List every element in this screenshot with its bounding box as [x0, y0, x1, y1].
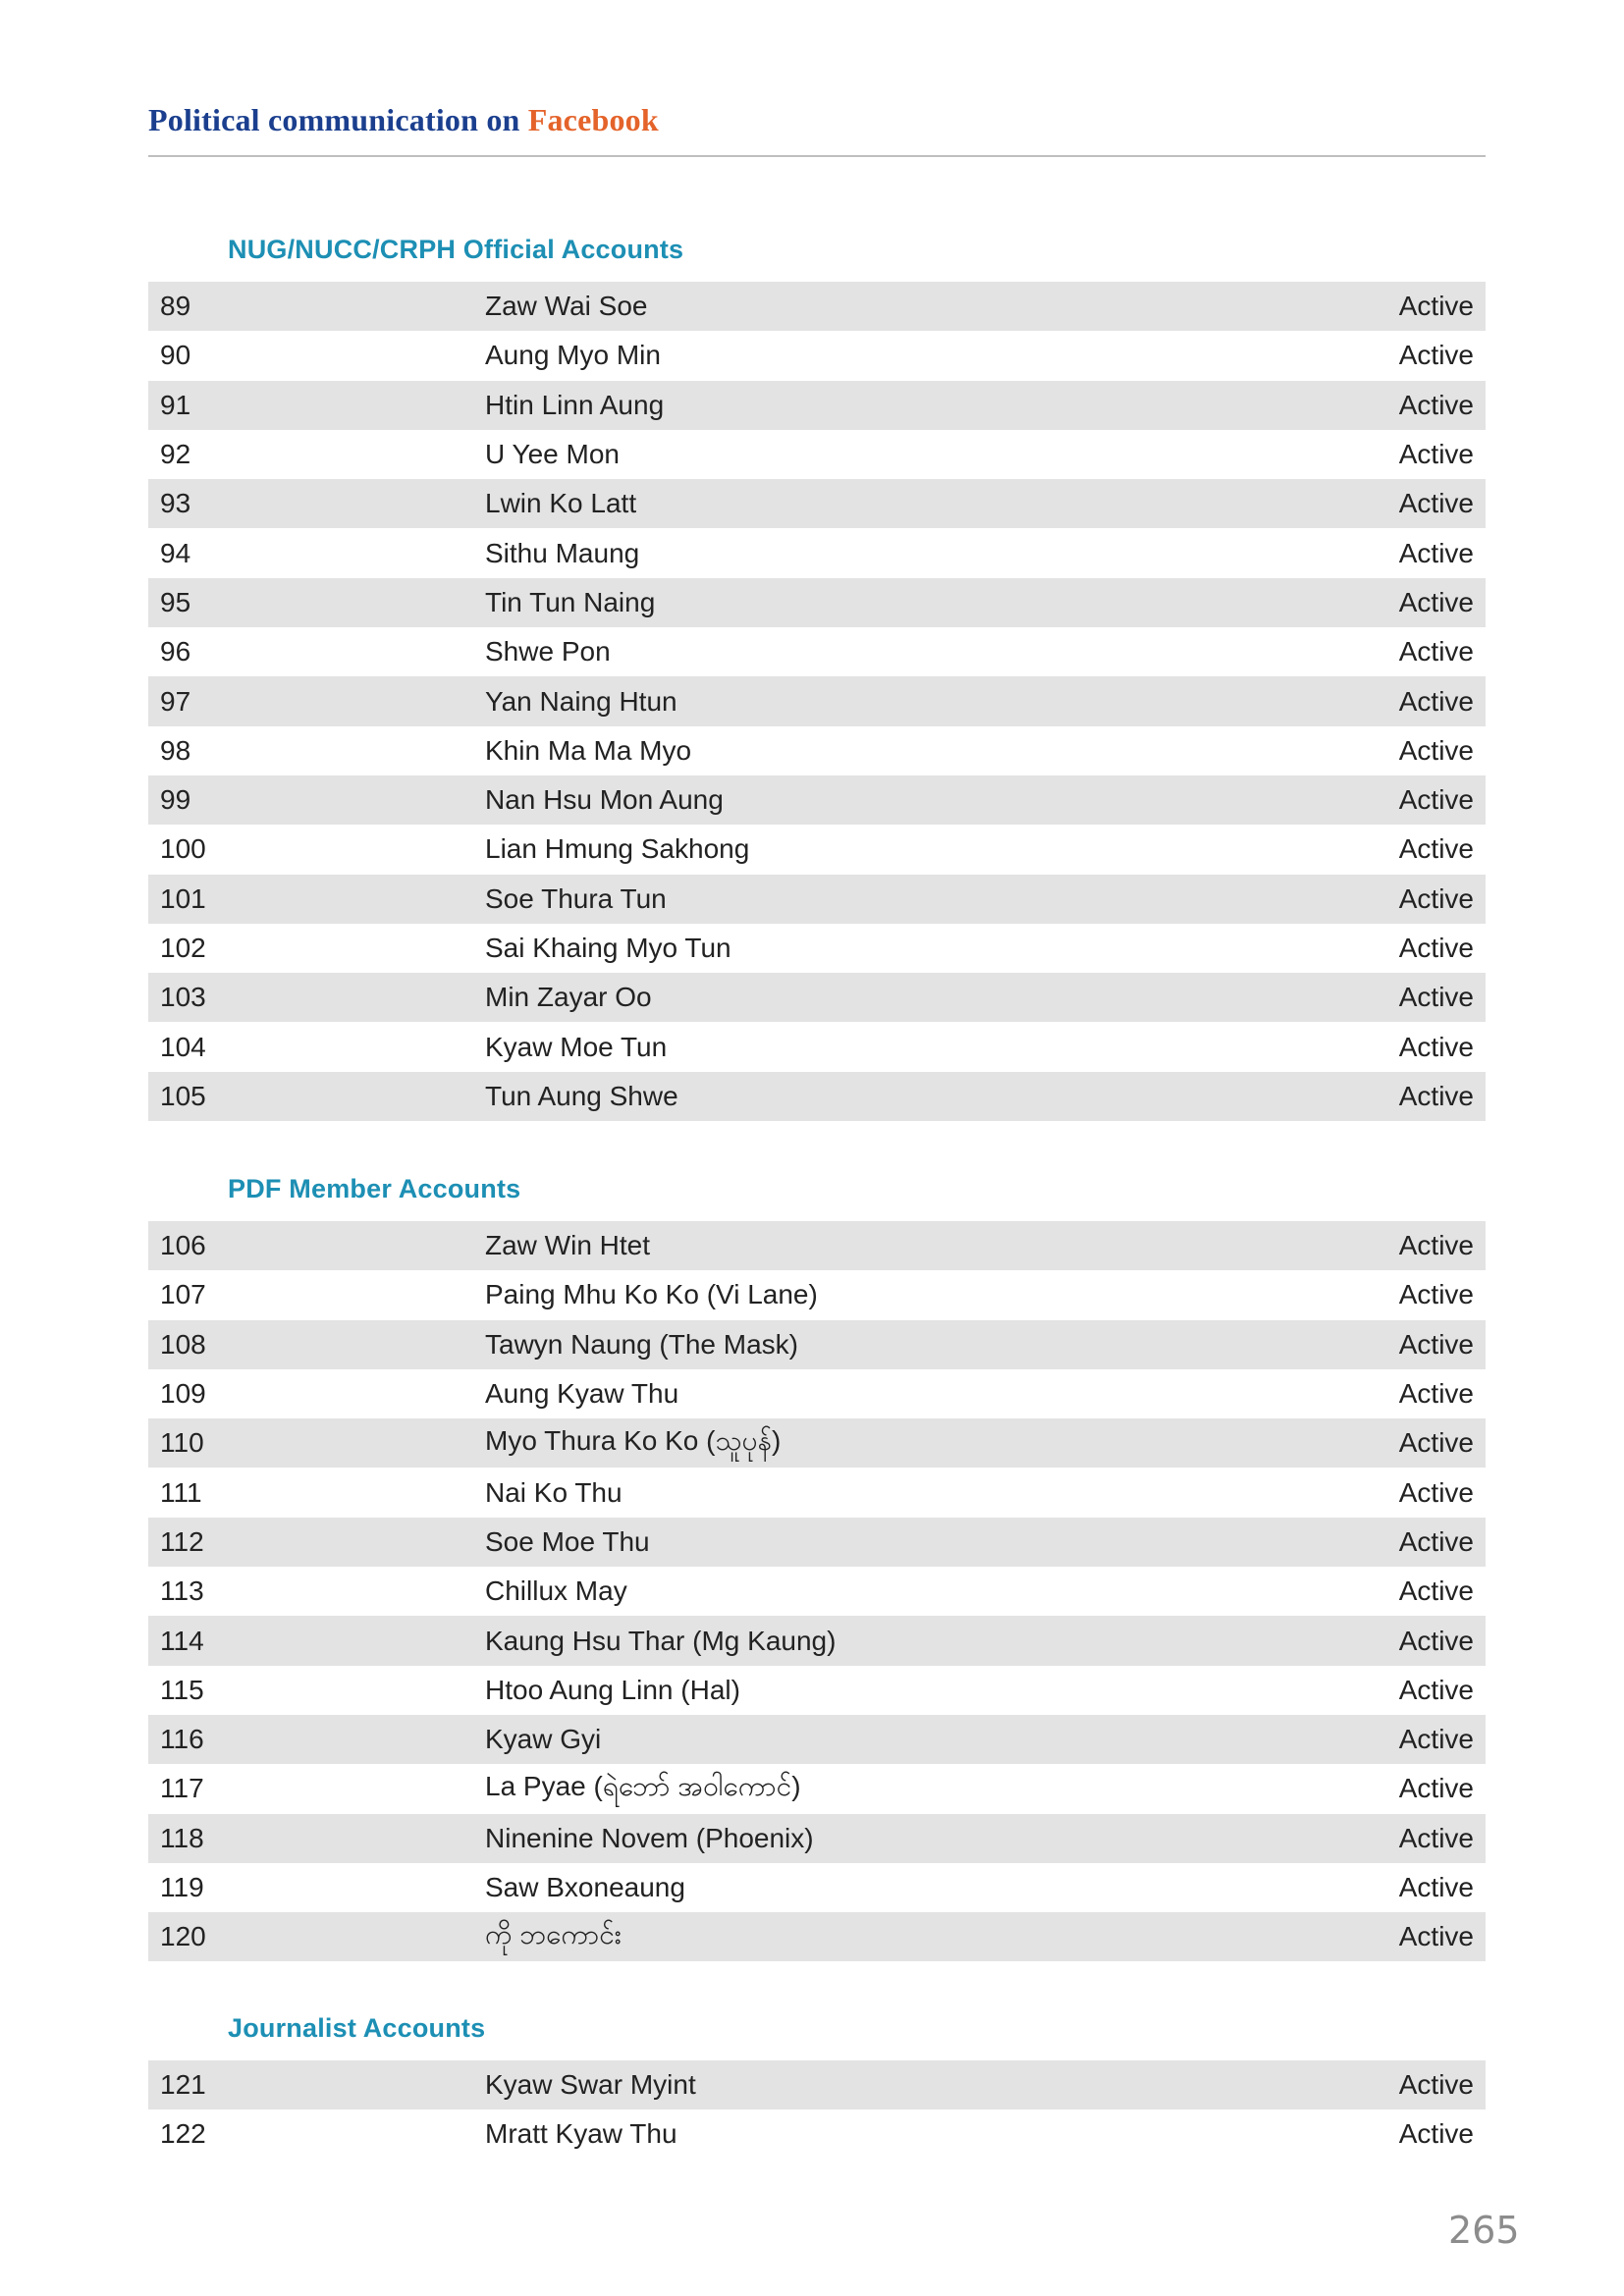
- section-title: Journalist Accounts: [228, 2013, 486, 2043]
- account-status: Active: [1398, 1427, 1474, 1459]
- account-status: Active: [1398, 1773, 1474, 1804]
- account-name: Htin Linn Aung: [485, 389, 665, 420]
- row-number: 94: [160, 537, 191, 568]
- account-name: Ninenine Novem (Phoenix): [485, 1822, 814, 1853]
- account-name: Aung Myo Min: [485, 340, 661, 371]
- account-name: Chillux May: [485, 1575, 627, 1607]
- account-name: Tin Tun Naing: [485, 586, 656, 617]
- table-row: [148, 825, 1486, 874]
- account-status: Active: [1398, 1031, 1474, 1062]
- account-status: Active: [1398, 1872, 1474, 1902]
- table-row: [148, 2109, 1486, 2159]
- row-number: 116: [160, 1724, 204, 1755]
- table-row: [148, 775, 1486, 825]
- accounts-table: [148, 2060, 1486, 2160]
- account-status: Active: [1398, 833, 1474, 865]
- section-journalist-accounts: [148, 2013, 1486, 2160]
- account-status: Active: [1398, 685, 1474, 717]
- row-number: 120: [160, 1921, 206, 1952]
- account-name: Mratt Kyaw Thu: [485, 2118, 677, 2150]
- account-name: Kyaw Gyi: [485, 1724, 602, 1755]
- row-number: 99: [160, 784, 191, 816]
- account-status: Active: [1398, 2069, 1474, 2101]
- account-name: Kyaw Moe Tun: [485, 1031, 668, 1062]
- account-status: Active: [1398, 1476, 1474, 1508]
- row-number: 111: [160, 1476, 202, 1508]
- row-number: 105: [160, 1080, 206, 1111]
- account-name: Nai Ko Thu: [485, 1476, 623, 1508]
- account-status: Active: [1398, 291, 1474, 322]
- section-pdf-member-accounts: [148, 1174, 1486, 1961]
- table-row: [148, 381, 1486, 430]
- row-number: 115: [160, 1674, 204, 1705]
- account-name: Zaw Win Htet: [485, 1230, 651, 1261]
- account-status: Active: [1398, 1921, 1474, 1952]
- account-status: Active: [1398, 389, 1474, 420]
- table-row: [148, 1715, 1486, 1764]
- row-number: 113: [160, 1575, 204, 1607]
- account-name: Tun Aung Shwe: [485, 1080, 678, 1111]
- account-status: Active: [1398, 1575, 1474, 1607]
- table-row: [148, 973, 1486, 1022]
- account-name: Myo Thura Ko Ko (သူပုန်): [485, 1425, 782, 1457]
- table-row: [148, 627, 1486, 676]
- row-number: 114: [160, 1625, 204, 1656]
- account-name: Zaw Wai Soe: [485, 291, 648, 322]
- table-row: [148, 875, 1486, 924]
- row-number: 101: [160, 882, 206, 914]
- row-number: 108: [160, 1328, 206, 1360]
- account-name: Lian Hmung Sakhong: [485, 833, 750, 865]
- running-header-title: Political communication on: [148, 102, 520, 137]
- row-number: 103: [160, 982, 206, 1013]
- account-name: ကို ဘကောင်း: [485, 1919, 622, 1950]
- row-number: 89: [160, 291, 191, 322]
- row-number: 121: [160, 2069, 206, 2101]
- account-status: Active: [1398, 882, 1474, 914]
- account-status: Active: [1398, 340, 1474, 371]
- table-row: [148, 676, 1486, 725]
- row-number: 122: [160, 2118, 206, 2150]
- account-status: Active: [1398, 1822, 1474, 1853]
- section-title: PDF Member Accounts: [228, 1174, 521, 1203]
- header-rule: [148, 155, 1486, 157]
- account-name: Paing Mhu Ko Ko (Vi Lane): [485, 1279, 818, 1310]
- table-row: [148, 528, 1486, 577]
- table-row: [148, 1270, 1486, 1319]
- table-row: [148, 1468, 1486, 1517]
- account-status: Active: [1398, 586, 1474, 617]
- account-name: U Yee Mon: [485, 439, 620, 470]
- account-status: Active: [1398, 439, 1474, 470]
- table-row: [148, 1518, 1486, 1567]
- row-number: 93: [160, 488, 191, 519]
- account-name: Lwin Ko Latt: [485, 488, 637, 519]
- account-name: Sai Khaing Myo Tun: [485, 933, 731, 963]
- row-number: 107: [160, 1279, 206, 1310]
- table-row: [148, 430, 1486, 479]
- row-number: 100: [160, 833, 206, 865]
- account-name: Min Zayar Oo: [485, 982, 652, 1013]
- account-name: Yan Naing Htun: [485, 685, 677, 717]
- table-row: [148, 1022, 1486, 1071]
- account-status: Active: [1398, 1378, 1474, 1410]
- account-name: Shwe Pon: [485, 636, 611, 667]
- table-row: [148, 1616, 1486, 1665]
- account-name: Sithu Maung: [485, 537, 640, 568]
- account-status: Active: [1398, 784, 1474, 816]
- table-row: [148, 1912, 1486, 1961]
- table-row: [148, 1369, 1486, 1418]
- table-row: [148, 924, 1486, 973]
- table-row: [148, 282, 1486, 331]
- account-name: Soe Moe Thu: [485, 1525, 650, 1557]
- table-row: [148, 1863, 1486, 1912]
- account-name: Kyaw Swar Myint: [485, 2069, 696, 2101]
- table-row: [148, 1764, 1486, 1813]
- row-number: 91: [160, 389, 191, 420]
- account-status: Active: [1398, 1525, 1474, 1557]
- row-number: 117: [160, 1773, 204, 1804]
- account-status: Active: [1398, 636, 1474, 667]
- table-row: [148, 1072, 1486, 1121]
- row-number: 92: [160, 439, 191, 470]
- table-row: [148, 479, 1486, 528]
- table-row: [148, 1666, 1486, 1715]
- account-status: Active: [1398, 488, 1474, 519]
- account-status: Active: [1398, 1080, 1474, 1111]
- account-name: Tawyn Naung (The Mask): [485, 1328, 799, 1360]
- account-name: Kaung Hsu Thar (Mg Kaung): [485, 1625, 837, 1656]
- table-row: [148, 2060, 1486, 2109]
- row-number: 97: [160, 685, 191, 717]
- accounts-table: [148, 1221, 1486, 1961]
- account-status: Active: [1398, 1724, 1474, 1755]
- account-status: Active: [1398, 2118, 1474, 2150]
- table-row: [148, 1814, 1486, 1863]
- account-status: Active: [1398, 734, 1474, 766]
- row-number: 102: [160, 933, 206, 963]
- account-status: Active: [1398, 982, 1474, 1013]
- running-header: [148, 102, 659, 138]
- page-number: 265: [1448, 2209, 1520, 2252]
- account-name: La Pyae (ရဲဘော် အဝါကောင်): [485, 1771, 801, 1802]
- account-name: Htoo Aung Linn (Hal): [485, 1674, 740, 1705]
- row-number: 112: [160, 1525, 204, 1557]
- row-number: 118: [160, 1822, 204, 1853]
- section-title: NUG/NUCC/CRPH Official Accounts: [228, 235, 684, 264]
- row-number: 119: [160, 1872, 204, 1902]
- accounts-table: [148, 282, 1486, 1121]
- account-status: Active: [1398, 537, 1474, 568]
- section-nug-official-accounts: [148, 235, 1486, 1121]
- account-name: Aung Kyaw Thu: [485, 1378, 679, 1410]
- row-number: 106: [160, 1230, 206, 1261]
- row-number: 95: [160, 586, 191, 617]
- account-status: Active: [1398, 1625, 1474, 1656]
- account-status: Active: [1398, 1230, 1474, 1261]
- row-number: 104: [160, 1031, 206, 1062]
- table-row: [148, 578, 1486, 627]
- row-number: 96: [160, 636, 191, 667]
- row-number: 109: [160, 1378, 206, 1410]
- account-status: Active: [1398, 933, 1474, 963]
- row-number: 110: [160, 1427, 204, 1459]
- account-status: Active: [1398, 1328, 1474, 1360]
- table-row: [148, 1221, 1486, 1270]
- table-row: [148, 726, 1486, 775]
- row-number: 98: [160, 734, 191, 766]
- account-name: Saw Bxoneaung: [485, 1872, 685, 1902]
- account-name: Khin Ma Ma Myo: [485, 734, 692, 766]
- running-header-accent: Facebook: [527, 102, 659, 137]
- table-row: [148, 1320, 1486, 1369]
- table-row: [148, 331, 1486, 380]
- account-status: Active: [1398, 1279, 1474, 1310]
- account-name: Nan Hsu Mon Aung: [485, 784, 724, 816]
- row-number: 90: [160, 340, 191, 371]
- account-status: Active: [1398, 1674, 1474, 1705]
- table-row: [148, 1567, 1486, 1616]
- table-row: [148, 1418, 1486, 1468]
- account-name: Soe Thura Tun: [485, 882, 667, 914]
